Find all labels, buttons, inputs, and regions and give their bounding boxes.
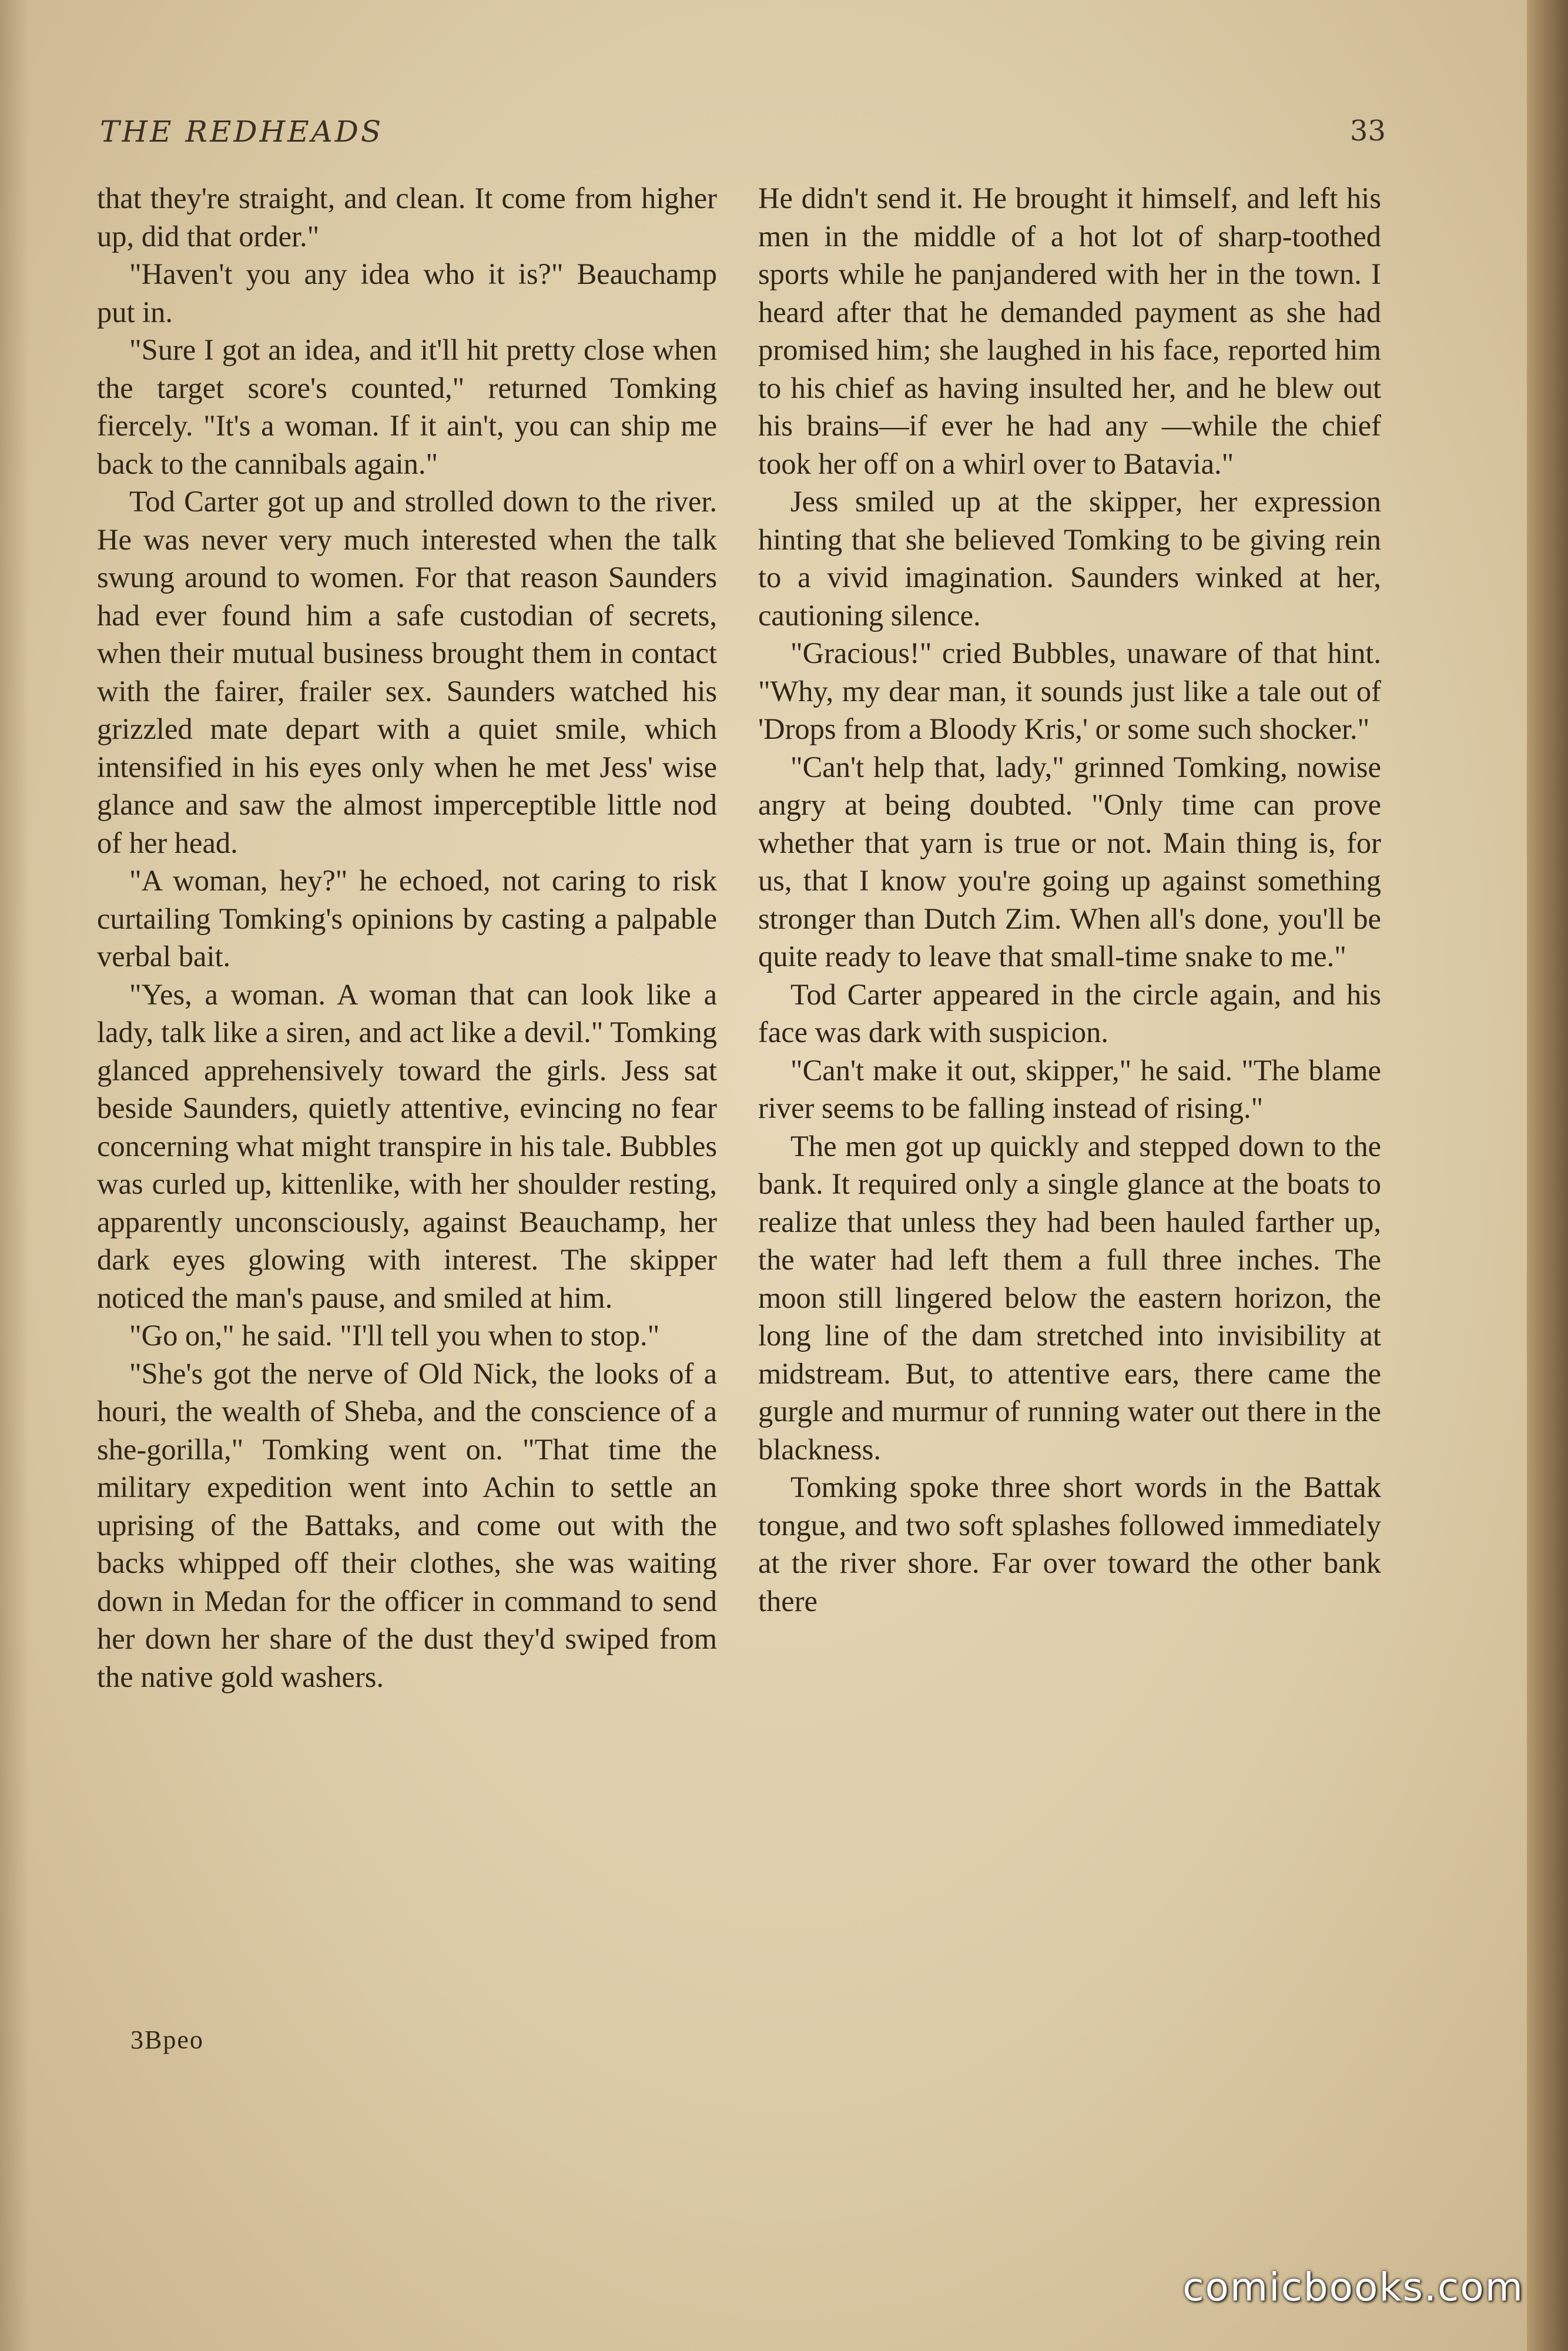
- left-text-column: [97, 179, 717, 1696]
- paragraph: He didn't send it. He brought it himself, and left his men in the middle of a hot lot of sharp-toothed sports while he panjandered with her in the town. I heard after that he demanded payment as she had promised him; she laughed in his face, reported him to his chief as having insulted her, and he blew out his brains—if ever he had any —while the chief took her off on a whirl over to Batavia.": [758, 182, 1381, 480]
- running-header: [100, 115, 1386, 156]
- running-title: THE REDHEADS: [100, 115, 384, 149]
- paragraph: "Gracious!" cried Bubbles, unaware of that hint. "Why, my dear man, it sounds just like a tale out of 'Drops from a Bloody Kris,' or some such shocker.": [758, 637, 1381, 745]
- paragraph: Tod Carter appeared in the circle again, and his face was dark with suspicion.: [758, 977, 1381, 1049]
- paragraph: Tod Carter got up and strolled down to the river. He was never very much interested when the talk swung around to women. For that reason Saunders had ever found him a safe custodian of secrets, when their mutual business brought them in contact with the fairer, frailer sex. Saunders watched his grizzled mate depart with a quiet smile, which intensified in his eyes only when he met Jess' wise glance and saw the almost imperceptible little nod of her head.: [97, 485, 717, 859]
- page-number: 33: [1349, 115, 1386, 148]
- paragraph: "Sure I got an idea, and it'll hit pretty close when the target score's counted," returned Tomking fiercely. "It's a woman. If it ain't, you can ship me back to the cannibals again.": [97, 333, 717, 480]
- paragraph: Tomking spoke three short words in the Battak tongue, and two soft splashes followed immediately at the river shore. Far over toward the other bank there: [758, 1471, 1381, 1617]
- paragraph: "Can't help that, lady," grinned Tomking, nowise angry at being doubted. "Only time can prove whether that yarn is true or not. Main thing is, for us, that I know you're going up against something stronger than Dutch Zim. When all's done, you'll be quite ready to leave that small-time snake to me.": [758, 750, 1381, 973]
- paragraph: "Yes, a woman. A woman that can look like a lady, talk like a siren, and act like a devil." Tomking glanced apprehensively toward the girls. Jess sat beside Saunders, quietly attentive, evincing no fear concerning what might transpire in his tale. Bubbles was curled up, kittenlike, with her shoulder resting, apparently unconsciously, against Beauchamp, her dark eyes glowing with interest. The skipper noticed the man's pause, and smiled at him.: [97, 977, 717, 1314]
- paragraph: that they're straight, and clean. It come from higher up, did that order.": [97, 182, 717, 253]
- paragraph: The men got up quickly and stepped down to the bank. It required only a single glance at the boats to realize that unless they had been hauled farther up, the water had left them a full three inches. The moon still lingered below the eastern horizon, the long line of the dam stretched into invisibility at midstream. But, to attentive ears, there came the gurgle and murmur of running water out there in the blackness.: [758, 1129, 1381, 1466]
- paragraph: "A woman, hey?" he echoed, not caring to risk curtailing Tomking's opinions by casting a palpable verbal bait.: [97, 864, 717, 973]
- paragraph: Jess smiled up at the skipper, her expression hinting that she believed Tomking to be giving rein to a vivid imagination. Saunders winked at her, cautioning silence.: [758, 485, 1381, 632]
- right-text-column: [758, 179, 1381, 1620]
- page-edge-shading: [0, 0, 29, 2351]
- binding-edge: [1527, 0, 1568, 2351]
- site-watermark: comicbooks.com: [1182, 2265, 1524, 2310]
- printer-signature-mark: 3Bpeo: [130, 2025, 204, 2054]
- paragraph: "Go on," he said. "I'll tell you when to stop.": [129, 1319, 660, 1352]
- paragraph: "She's got the nerve of Old Nick, the looks of a houri, the wealth of Sheba, and the conscience of a she-gorilla," Tomking went on. "That time the military expedition went into Achin to settle an uprising of the Battaks, and come out with the backs whipped off their clothes, she was waiting down in Medan for the officer in command to send her down her share of the dust they'd swiped from the native gold washers.: [97, 1357, 717, 1693]
- paragraph: "Can't make it out, skipper," he said. "The blame river seems to be falling instead of rising.": [758, 1053, 1381, 1124]
- paragraph: "Haven't you any idea who it is?" Beauchamp put in.: [97, 257, 717, 329]
